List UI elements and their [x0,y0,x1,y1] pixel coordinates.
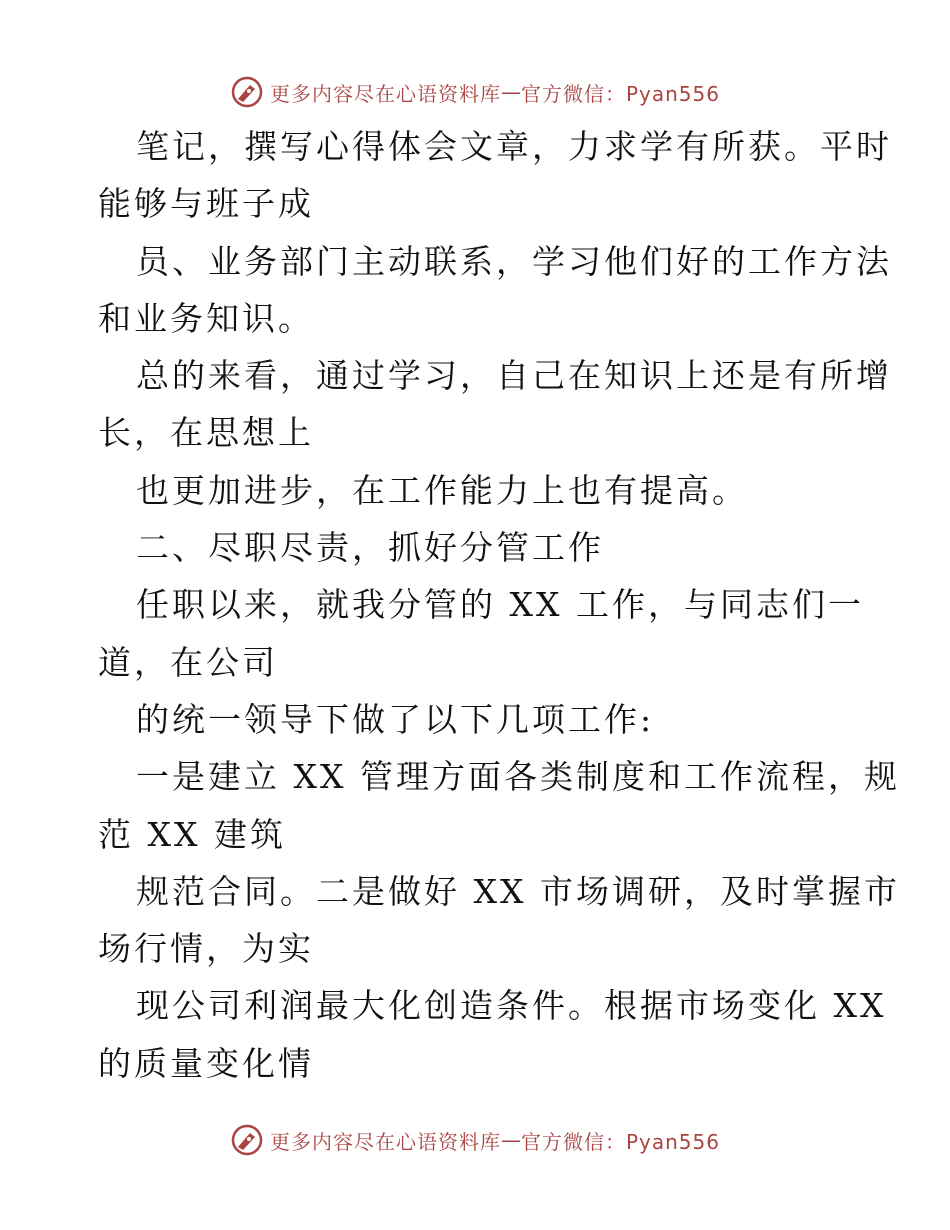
text-line: 长，在思想上 [98,413,314,453]
section-heading: 二、尽职尽责，抓好分管工作 [136,528,604,568]
footer-dash: — [500,1128,521,1152]
text-line: 范 XX 建筑 [98,814,286,854]
text-line: 员、业务部门主动联系，学习他们好的工作方法 [136,241,892,281]
text-line: 任职以来，就我分管的 XX 工作，与同志们一 [136,585,864,625]
text-line: 道，在公司 [98,642,278,682]
text-line: 规范合同。二是做好 XX 市场调研，及时掌握市 [136,871,900,911]
pen-nib-logo-icon [230,75,264,109]
footer-wechat: 官方微信：Pyan556 [520,1129,720,1154]
text-line: 总的来看，通过学习，自己在知识上还是有所增 [136,356,892,396]
text-line: 的统一领导下做了以下几项工作: [136,699,655,739]
header-slogan: 更多内容尽在心语资料库 [269,81,501,106]
header-banner [0,72,950,112]
footer-banner [0,1120,950,1160]
text-line: 现公司利润最大化创造条件。根据市场变化 XX [136,986,887,1026]
text-line: 和业务知识。 [98,298,314,338]
text-line: 场行情，为实 [98,929,314,969]
footer-slogan: 更多内容尽在心语资料库 [269,1129,501,1154]
text-line: 的质量变化情 [98,1043,314,1083]
header-wechat: 官方微信：Pyan556 [520,81,720,106]
text-line: 笔记，撰写心得体会文章，力求学有所获。平时 [136,127,892,166]
text-line: 一是建立 XX 管理方面各类制度和工作流程，规 [136,757,900,797]
pen-nib-logo-icon [230,1123,264,1157]
header-dash: — [500,80,521,104]
text-line: 能够与班子成 [98,184,314,224]
document-body [98,118,900,1092]
text-line: 也更加进步，在工作能力上也有提高。 [136,470,748,510]
